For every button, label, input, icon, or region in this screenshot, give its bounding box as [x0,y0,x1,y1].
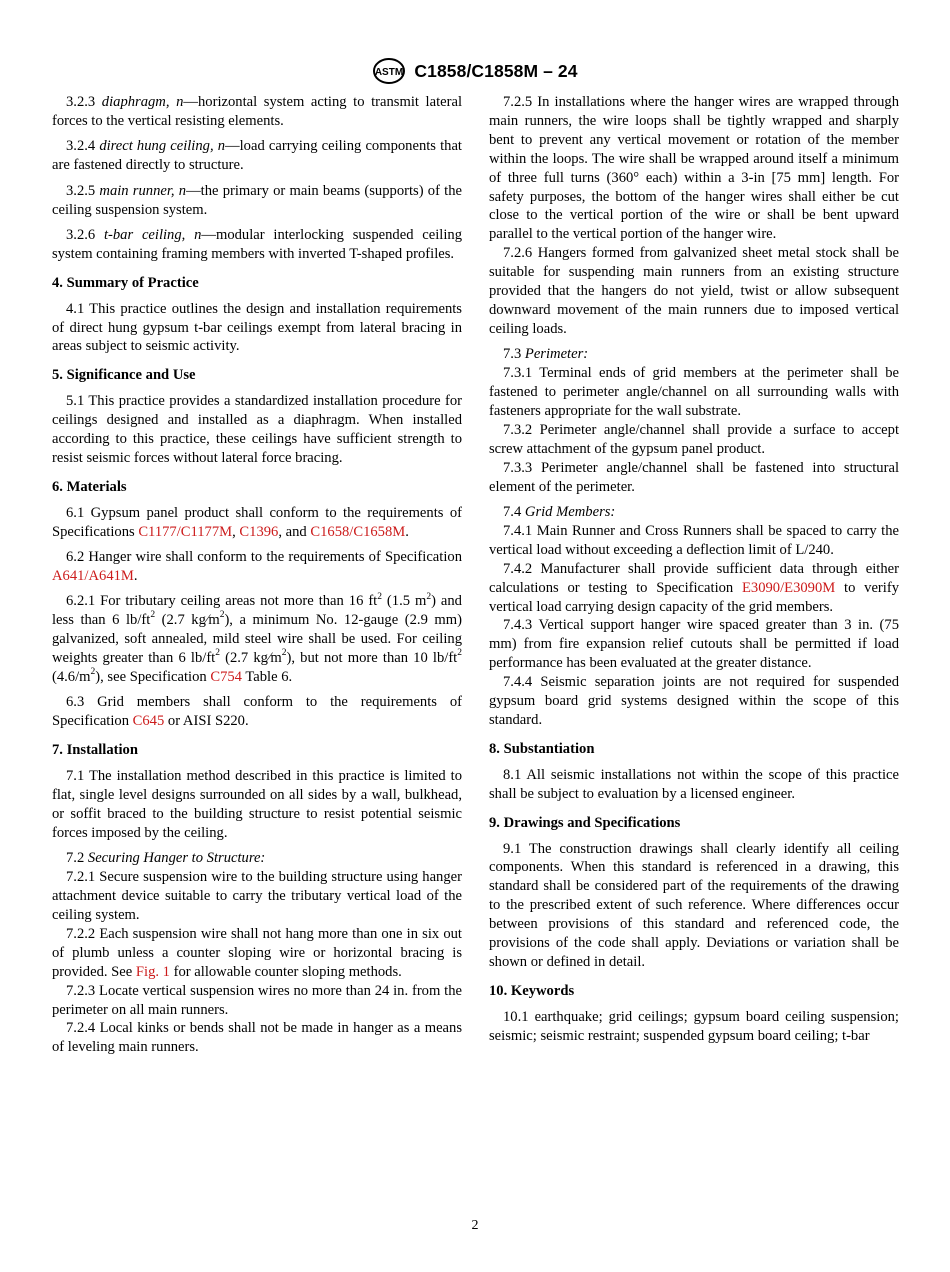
section-heading-8: 8. Substantiation [489,740,595,757]
paragraph-6-3: 6.3 Grid members shall conform to the requirements of Specification C645 or AISI S220. [52,694,462,730]
left-column [52,93,462,1057]
link-e3090[interactable]: E3090/E3090M [742,579,836,596]
paragraph-8-1: 8.1 All seismic installations not within the scope of this practice shall be subject to evaluation by a licensed engineer. [489,766,899,802]
paragraph-7-3: 7.3 Perimeter: [503,346,589,363]
paragraph-4-1: 4.1 This practice outlines the design and installation requirements of direct hung gypsum t-bar ceilings exempt from lateral bracing in areas subject to seismic activity. [52,300,462,355]
page-number: 2 [471,1218,479,1233]
paragraph-3-2-4: 3.2.4 direct hung ceiling, n—load carrying ceiling components that are fastened directly to structure. [52,138,462,174]
section-heading-6: 6. Materials [52,478,127,495]
paragraph-3-2-5: 3.2.5 main runner, n—the primary or main beams (supports) of the ceiling suspension system. [52,182,462,218]
link-fig-1[interactable]: Fig. 1 [135,963,170,980]
paragraph-7-4-3: 7.4.3 Vertical support hanger wire spaced greater than 3 in. (75 mm) from fire expansion relief cutouts shall be permitted if load performance has been evaluated at the greater distance. [489,617,899,672]
right-column [489,93,899,1052]
paragraph-6-2: 6.2 Hanger wire shall conform to the requirements of Specification A641/A641M. [52,549,462,585]
section-heading-7: 7. Installation [52,742,138,759]
paragraph-3-2-3: 3.2.3 diaphragm, n—horizontal system acting to transmit lateral forces to the vertical resisting elements. [52,94,462,129]
paragraph-7-3-2: 7.3.2 Perimeter angle/channel shall provide a surface to accept screw attachment of the gypsum panel product. [489,421,899,457]
link-c645[interactable]: C645 [132,713,165,730]
link-c1658[interactable]: C1658/C1658M [310,523,406,540]
paragraph-7-4: 7.4 Grid Members: [503,504,616,521]
link-c754[interactable]: C754 [210,669,242,686]
paragraph-7-1: 7.1 The installation method described in this practice is limited to flat, single level designs surrounded on all sides by a wall, bulkhead, or soffit braced to the building structure to resist potential seismic forces imposed by the ceiling. [52,768,462,841]
document-designation: C1858/C1858M – 24 [414,60,578,81]
section-heading-10: 10. Keywords [489,982,575,999]
link-c1177[interactable]: C1177/C1177M [138,523,233,540]
page-header [0,57,950,85]
paragraph-7-4-2: 7.4.2 Manufacturer shall provide sufficient data through either calculations or testing to Specification E3090/E3090M to verify vertical load carrying design capacity of the grid members. [489,560,899,615]
paragraph-7-4-4: 7.4.4 Seismic separation joints are not required for suspended gypsum board grid systems designed within the scope of this standard. [489,674,899,728]
astm-logo-icon [372,57,406,85]
paragraph-7-2: 7.2 Securing Hanger to Structure: [66,850,266,867]
section-heading-9: 9. Drawings and Specifications [489,814,681,831]
link-a641[interactable]: A641/A641M [52,568,134,585]
section-heading-4: 4. Summary of Practice [52,274,199,291]
paragraph-7-4-1: 7.4.1 Main Runner and Cross Runners shall be spaced to carry the vertical load without exceeding a deflection limit of L/240. [489,522,899,558]
paragraph-9-1: 9.1 The construction drawings shall clearly identify all ceiling components. When this standard is referenced in a drawing, this standard shall be considered part of the requirements of the drawing to the prescribed extent of such reference. Where differences occur between provisions of this standard and referenced code, the provisions of the code shall apply. Deviations or variation shall be shown or defined in detail. [489,840,899,970]
section-heading-5: 5. Significance and Use [52,367,196,384]
paragraph-7-2-2: 7.2.2 Each suspension wire shall not hang more than one in six out of plumb unless a counter sloping wire or horizontal bracing is provided. See Fig. 1 for allowable counter sloping methods. [52,925,462,980]
paragraph-6-1: 6.1 Gypsum panel product shall conform to the requirements of Specifications C1177/C1177M, C1396, and C1658/C1658M. [52,504,462,540]
link-c1396[interactable]: C1396 [239,523,279,540]
paragraph-7-3-1: 7.3.1 Terminal ends of grid members at the perimeter shall be fastened to perimeter angle/channel on all surrounding walls with fasteners appropriate for the wall substrate. [489,365,899,419]
paragraph-7-2-3: 7.2.3 Locate vertical suspension wires no more than 24 in. from the perimeter on all main runners. [52,982,462,1018]
svg-text:ASTM: ASTM [375,67,404,78]
paragraph-7-2-1: 7.2.1 Secure suspension wire to the building structure using hanger attachment device suitable to carry the tributary vertical load of the ceiling system. [52,869,462,924]
paragraph-7-3-3: 7.3.3 Perimeter angle/channel shall be fastened into structural element of the perimeter. [489,459,899,495]
paragraph-7-2-4: 7.2.4 Local kinks or bends shall not be made in hanger as a means of leveling main runners. [52,1020,462,1056]
paragraph-7-2-6: 7.2.6 Hangers formed from galvanized sheet metal stock shall be suitable for suspending main runners from an existing structure provided that the hangers do not yield, twist or allow subsequent downward movement of the main runners due to imposed vertical ceiling loads. [489,245,899,337]
paragraph-3-2-6: 3.2.6 t-bar ceiling, n—modular interlocking suspended ceiling system containing framing members with inverted T-shaped profiles. [52,226,462,262]
paragraph-7-2-5: 7.2.5 In installations where the hanger wires are wrapped through main runners, the wire loops shall be tightly wrapped and sharply bent to prevent any vertical movement or rotation of the member within the loops. The wire shall be wrapped around itself a minimum of three full turns (360° each) within a 3-in [75 mm] length. For safety purposes, the bottom of the hanger wires shall either be cut close to the vertical portion of the wire or shall be bent upward parallel to the vertical portion of the hanger wire. [489,94,899,243]
paragraph-5-1: 5.1 This practice provides a standardized installation procedure for ceilings designed and installed as a diaphragm. When installed according to this practice, these ceilings have sufficient strength to resist seismic forces without lateral force bracing. [52,393,462,466]
paragraph-10-1: 10.1 earthquake; grid ceilings; gypsum board ceiling suspension; seismic; seismic restraint; suspended gypsum board ceiling; t-bar [489,1008,899,1044]
paragraph-6-2-1: 6.2.1 For tributary ceiling areas not more than 16 $ft^2$ (1.5 $m^2$) and less than 6 $lb/ft^2$ (2.7 $kg⁄m^2$), a minimum No. 12-gauge (2.9 mm) galvanized, soft annealed, mild steel wire shall be used. For ceiling weights greater than 6 $lb/ft^2$ (2.7 $kg⁄m^2$), but not more than 10 $lb/ft^2$ $(4.6/m^2)$, see Specification C754 Table 6. [52,591,462,686]
